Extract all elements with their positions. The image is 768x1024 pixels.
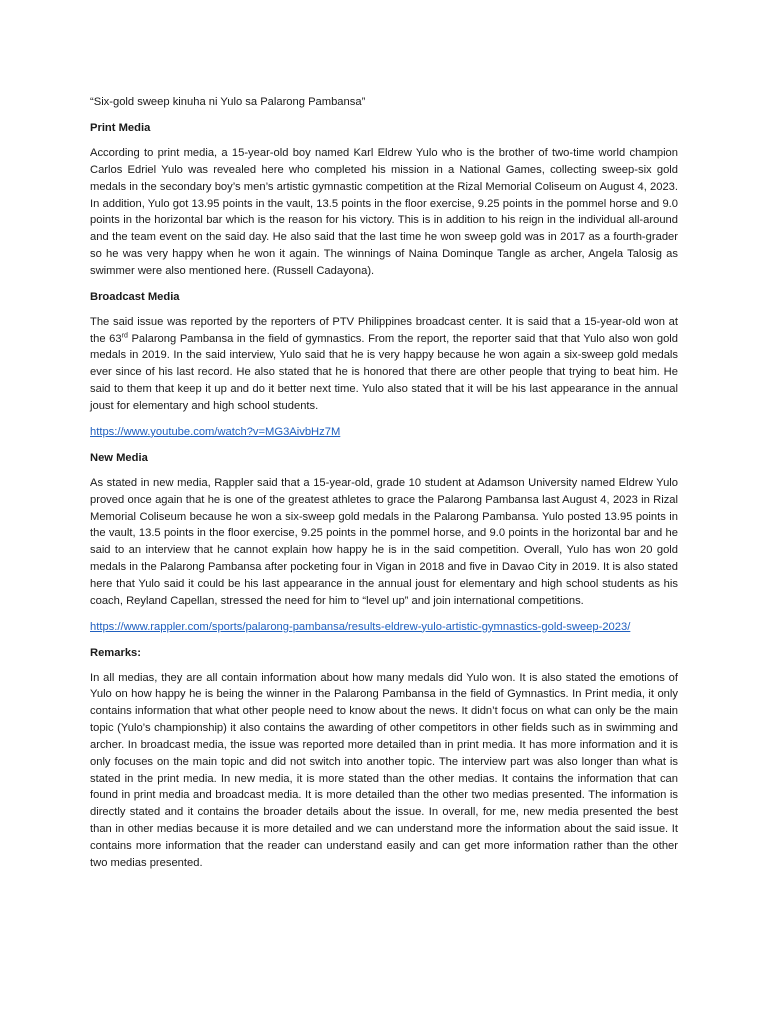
broadcast-media-heading: Broadcast Media [90,290,180,303]
ordinal-superscript: rd [121,331,128,339]
remarks-heading: Remarks: [90,646,141,659]
youtube-link[interactable]: https://www.youtube.com/watch?v=MG3AivbHz7M [90,425,341,438]
print-media-section [90,120,678,280]
new-media-paragraph: As stated in new media, Rappler said that a 15-year-old, grade 10 student at Adamson University named Eldrew Yulo proved once again that he is one of the greatest athletes to grace the Palarong Pambansa last August 4, 2023 in Rizal Memorial Coliseum because he won a six-sweep gold medals in the Palarong Pambansa. Yulo posted 13.95 points in the vault, 13.5 points in the floor exercise, 9.25 points in the pommel horse, and 9.0 points in the horizontal bar and he said to an interview that he cannot explain how happy he is in the said competition. Overall, Yulo has won 20 gold medals in the Palarong Pambansa after pocketing four in Vigan in 2018 and five in Davao City in 2019. It is also stated here that Yulo said it could be his last appearance in the annual joust for elementary and high school students as his coach, Reyland Capellan, stressed the need for him to “level up” and join international competitions. [90,476,678,607]
document-title: “Six-gold sweep kinuha ni Yulo sa Palarong Pambansa” [90,96,366,108]
remarks-section [90,645,678,872]
new-media-heading: New Media [90,451,148,464]
rappler-link[interactable]: https://www.rappler.com/sports/palarong-pambansa/results-eldrew-yulo-artistic-gymnastics-gold-sweep-2023/ [90,620,631,633]
new-media-section [90,450,678,635]
print-media-paragraph: According to print media, a 15-year-old boy named Karl Eldrew Yulo who is the brother of two-time world champion Carlos Edriel Yulo was revealed here who completed his mission in a National Games, collecting sweep-six gold medals in the secondary boy’s men’s artistic gymnastic competition at the Rizal Memorial Coliseum on August 4, 2023. In addition, Yulo got 13.95 points in the vault, 13.5 points in the floor exercise, 9.25 points in the pommel horse and 9.0 points in the horizontal bar which is the reason for his victory. This is in addition to his reign in the individual all-around and the team event on the said day. He also said that the last time he won sweep gold was in 2017 as a fourth-grader so he was very happy when he won it again. The winnings of Naina Dominque Tangle as archer, Angela Talosig as swimmer were also mentioned here. (Russell Cadayona). [90,147,678,277]
broadcast-media-text-end: Palarong Pambansa in the field of gymnastics. From the report, the reporter said that that Yulo also won gold medals in 2019. In the said interview, Yulo said that he is very happy because he won again a six-sweep gold medals ever since of his last record. He also stated that he is honored that there are other people that trying to beat him. He said to them that keep it up and do it better next time. Yulo also stated that it will be his last appearance in the annual joust for elementary and high school students. [90,332,679,412]
broadcast-media-text-start: The said issue was reported by the reporters of PTV Philippines broadcast center. It is said that a 15-year-old won at the 63 [90,315,678,345]
print-media-heading: Print Media [90,122,151,134]
broadcast-media-section [90,289,678,440]
remarks-paragraph: In all medias, they are all contain information about how many medals did Yulo won. It is also stated the emotions of Yulo on how happy he is being the winner in the Palarong Pambansa in the field of Gymnastics. In Print media, it only contains information that what other people need to know about the news. It didn’t focus on what can only be the main topic (Yulo’s championship) it also contains the awarding of other competitors in other fields such as in swimming and archer. In broadcast media, the issue was reported more detailed than in print media. It has more information and it is only focuses on the main topic and did not switch into another topic. The interview part was also longer than what is stated in the print media. In new media, it is more stated than the other medias. It contains the information that can found in print media and broadcast media. It is more detailed than the other two medias presented. The information is directly stated and it contains the broader details about the issue. In overall, for me, new media presented the best than in other medias because it is more detailed and we can understand more the information about the said issue. It contains more information that the reader can understand easily and can get more information rather than the other two medias presented. [90,671,678,869]
broadcast-media-paragraph [90,314,678,415]
